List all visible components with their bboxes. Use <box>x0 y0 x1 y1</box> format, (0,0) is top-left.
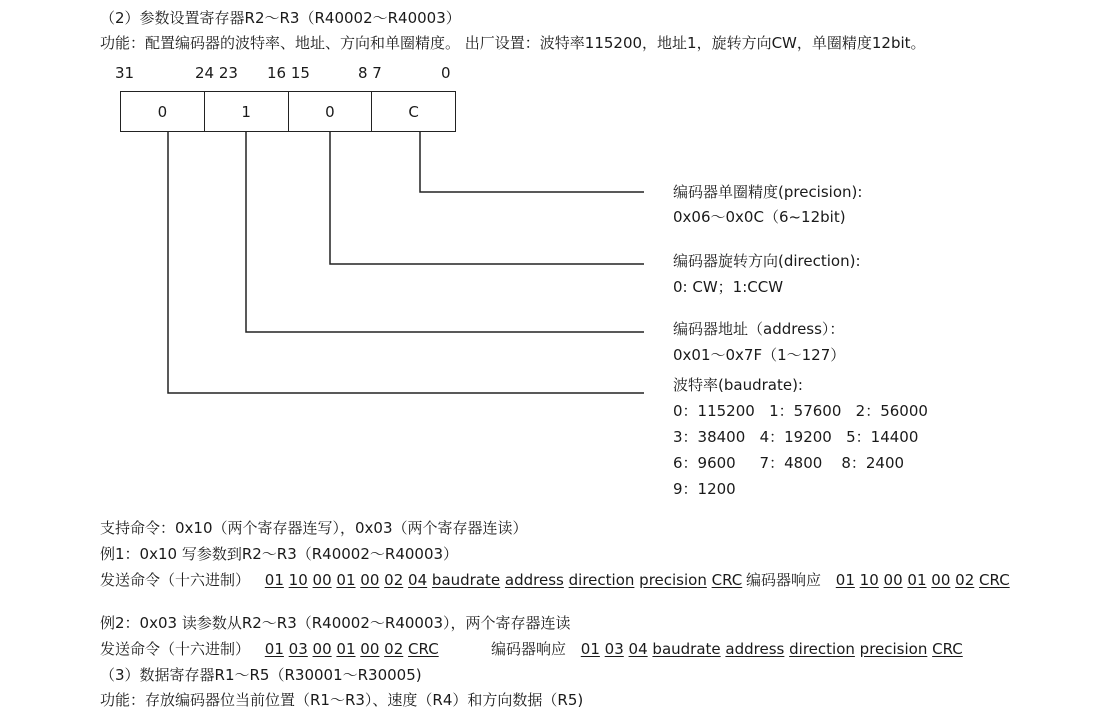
send-byte: 00 <box>360 640 380 658</box>
send-byte: address <box>504 571 564 589</box>
register-cell-address: 1 <box>205 92 289 131</box>
field-direction-title: 编码器旋转方向(direction): <box>673 252 861 270</box>
field-precision-title: 编码器单圈精度(precision): <box>673 183 863 201</box>
response-byte: CRC <box>979 571 1010 589</box>
send-byte: 01 <box>264 640 284 658</box>
example-2-response-line <box>491 639 963 659</box>
section-2-function-line: 功能：配置编码器的波特率、地址、方向和单圈精度。 出厂设置：波特率115200，地址1，旋转方向CW，单圈精度12bit。 <box>100 34 926 52</box>
field-address-title: 编码器地址（address）： <box>673 320 845 338</box>
example-1-title: 例1：0x10 写参数到R2～R3（R40002～R40003） <box>100 545 459 563</box>
example-1-response-bytes <box>836 571 1010 589</box>
field-baudrate-row-3: 6：9600 7：4800 8：2400 <box>673 454 905 472</box>
send-byte: baudrate <box>431 571 501 589</box>
leader-line-direction <box>330 132 644 264</box>
leader-line-baudrate <box>168 132 644 393</box>
response-byte: CRC <box>932 640 963 658</box>
response-byte: 03 <box>604 640 624 658</box>
example-1-send-line <box>100 570 742 590</box>
section-2-heading: （2）参数设置寄存器R2～R3（R40002～R40003） <box>100 9 461 27</box>
supported-commands: 支持命令：0x10（两个寄存器连写），0x03（两个寄存器连读） <box>100 519 528 537</box>
example-2-send-bytes <box>265 640 439 658</box>
field-baudrate-row-4: 9：1200 <box>673 480 736 498</box>
bit-number-24-23: 24 23 <box>195 64 238 82</box>
field-address-value: 0x01～0x7F（1～127） <box>673 346 846 364</box>
bit-number-16-15: 16 15 <box>267 64 310 82</box>
response-byte: 01 <box>907 571 927 589</box>
send-byte: 03 <box>288 640 308 658</box>
send-byte: 01 <box>336 571 356 589</box>
section-3-heading: （3）数据寄存器R1～R5（R30001～R30005) <box>100 666 422 684</box>
response-byte: baudrate <box>652 640 721 658</box>
field-precision-value: 0x06～0x0C（6~12bit) <box>673 208 846 226</box>
example-1-response-label: 编码器响应 <box>746 571 822 589</box>
section-3-function-line: 功能：存放编码器位当前位置（R1～R3）、速度（R4）和方向数据（R5) <box>100 691 584 709</box>
send-byte: 10 <box>288 571 308 589</box>
response-byte: 00 <box>883 571 903 589</box>
field-baudrate-title: 波特率(baudrate): <box>673 376 803 394</box>
send-byte: 02 <box>384 640 404 658</box>
response-byte: precision <box>859 640 928 658</box>
send-byte: 04 <box>408 571 428 589</box>
response-byte: 00 <box>931 571 951 589</box>
example-1-send-bytes <box>265 571 742 589</box>
send-byte: CRC <box>408 640 439 658</box>
example-2-send-line <box>100 639 439 659</box>
send-byte: 01 <box>336 640 356 658</box>
example-1-send-label: 发送命令（十六进制） <box>100 571 251 589</box>
leader-line-address <box>246 132 644 332</box>
bit-number-8-7: 8 7 <box>358 64 382 82</box>
send-byte: 00 <box>312 640 332 658</box>
field-baudrate-row-2: 3：38400 4：19200 5：14400 <box>673 428 919 446</box>
example-2-title: 例2：0x03 读参数从R2～R3（R40002～R40003），两个寄存器连读 <box>100 614 571 632</box>
response-byte: 01 <box>580 640 600 658</box>
example-1-response-line <box>746 570 1010 590</box>
bit-number-0: 0 <box>441 64 451 82</box>
response-byte: 02 <box>955 571 975 589</box>
send-byte: 01 <box>264 571 284 589</box>
example-2-response-label: 编码器响应 <box>491 640 567 658</box>
register-cell-precision: C <box>408 102 419 121</box>
send-byte: CRC <box>711 571 743 589</box>
register-cell-direction: 0 <box>289 92 373 131</box>
response-byte: address <box>725 640 785 658</box>
response-byte: direction <box>789 640 855 658</box>
response-byte: 04 <box>628 640 648 658</box>
send-byte: 02 <box>384 571 404 589</box>
response-byte: 10 <box>859 571 879 589</box>
field-baudrate-row-1: 0：115200 1：57600 2：56000 <box>673 402 928 420</box>
send-byte: direction <box>568 571 635 589</box>
leader-line-precision <box>420 132 644 192</box>
field-direction-value: 0: CW；1:CCW <box>673 278 784 296</box>
register-cell-baudrate: 0 <box>121 92 205 131</box>
send-byte: precision <box>639 571 707 589</box>
send-byte: 00 <box>312 571 332 589</box>
response-byte: 01 <box>835 571 855 589</box>
send-byte: 00 <box>360 571 380 589</box>
example-2-send-label: 发送命令（十六进制） <box>100 640 251 658</box>
example-2-response-bytes <box>581 640 963 658</box>
bit-number-31: 31 <box>115 64 135 82</box>
